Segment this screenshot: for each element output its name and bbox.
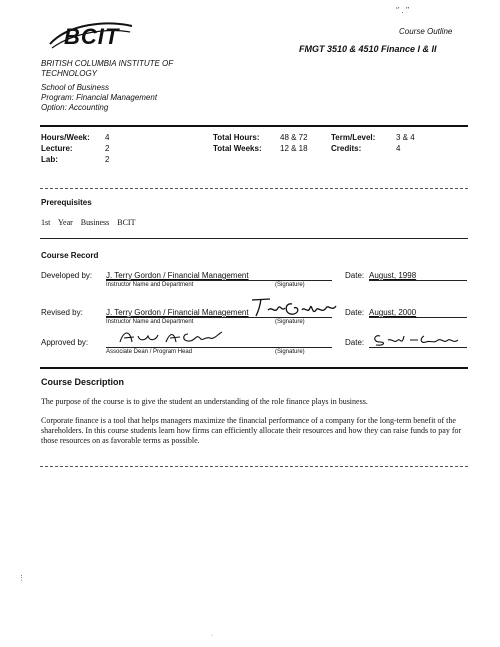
program-name: Program: Financial Management bbox=[41, 93, 158, 102]
revised-date-line bbox=[369, 317, 467, 318]
approved-date-label: Date: bbox=[345, 338, 365, 347]
prerequisites-value: 1st Year Business BCIT bbox=[41, 218, 136, 227]
term-level-value: 3 & 4 bbox=[396, 133, 415, 142]
developed-by-name: J. Terry Gordon / Financial Management bbox=[106, 271, 249, 280]
developed-by-line bbox=[106, 280, 332, 281]
developed-date-value: August, 1998 bbox=[369, 271, 417, 280]
developed-by-caption: Instructor Name and Department bbox=[106, 282, 194, 288]
divider-record bbox=[40, 367, 468, 369]
option-name: Option: Accounting bbox=[41, 103, 109, 112]
lab-value: 2 bbox=[105, 155, 110, 164]
total-hours-value: 48 & 72 bbox=[280, 133, 308, 142]
approved-by-signature-caption: (Signature) bbox=[275, 349, 305, 355]
total-weeks-label: Total Weeks: bbox=[213, 144, 262, 153]
divider-info bbox=[40, 188, 468, 189]
description-paragraph-2: Corporate finance is a tool that helps managers maximize the financial performance of a company for the long-term benefit of the shareholders. In this course students learn how firms can efficiently allocate their resources and how they can raise funds to pay for those resources on as favorable terms as possible. bbox=[41, 416, 462, 445]
approved-signature bbox=[110, 326, 230, 348]
school-name: School of Business bbox=[41, 83, 110, 92]
institution-name-line2: TECHNOLOGY bbox=[41, 69, 98, 78]
approved-date-line bbox=[369, 347, 467, 348]
developed-by-signature-caption: (Signature) bbox=[275, 282, 305, 288]
description-paragraph-1: The purpose of the course is to give the student an understanding of the role finance plays in business. bbox=[41, 397, 368, 406]
divider-bottom bbox=[40, 466, 468, 467]
revised-by-name: J. Terry Gordon / Financial Management bbox=[106, 308, 249, 317]
course-code: FMGT 3510 & 4510 Finance I & II bbox=[299, 44, 437, 54]
divider-prereq bbox=[40, 238, 468, 239]
scan-mark-bottom: · bbox=[211, 632, 214, 639]
bcit-logo bbox=[48, 18, 134, 52]
revised-by-signature-caption: (Signature) bbox=[275, 319, 305, 325]
approved-by-label: Approved by: bbox=[41, 338, 89, 347]
revised-signature-scribble-icon bbox=[248, 296, 340, 320]
prerequisites-heading: Prerequisites bbox=[41, 198, 92, 207]
developed-date-label: Date: bbox=[345, 271, 365, 280]
credits-label: Credits: bbox=[331, 144, 362, 153]
credits-value: 4 bbox=[396, 144, 401, 153]
approved-date-handwritten bbox=[370, 330, 462, 348]
hours-week-value: 4 bbox=[105, 133, 110, 142]
revised-signature bbox=[248, 296, 340, 320]
divider-top bbox=[40, 125, 468, 127]
doc-type: Course Outline bbox=[399, 27, 453, 36]
lecture-value: 2 bbox=[105, 144, 110, 153]
logo-text: BCIT bbox=[64, 24, 120, 49]
institution-name-line1: BRITISH COLUMBIA INSTITUTE OF bbox=[41, 59, 174, 68]
revised-by-caption: Instructor Name and Department bbox=[106, 319, 194, 325]
approved-by-caption: Associate Dean / Program Head bbox=[106, 349, 193, 355]
developed-date-line bbox=[369, 280, 467, 281]
approved-date-scribble-icon bbox=[370, 330, 462, 348]
course-description-heading: Course Description bbox=[41, 377, 125, 387]
approved-signature-scribble-icon bbox=[110, 326, 230, 348]
term-level-label: Term/Level: bbox=[331, 133, 376, 142]
total-hours-label: Total Hours: bbox=[213, 133, 260, 142]
developed-by-label: Developed by: bbox=[41, 271, 93, 280]
revised-date-value: August, 2000 bbox=[369, 308, 417, 317]
hours-week-label: Hours/Week: bbox=[41, 133, 90, 142]
course-record-heading: Course Record bbox=[41, 251, 99, 260]
top-right-mark: ‘’ . ’’ bbox=[396, 6, 410, 15]
revised-by-label: Revised by: bbox=[41, 308, 83, 317]
total-weeks-value: 12 & 18 bbox=[280, 144, 308, 153]
lecture-label: Lecture: bbox=[41, 144, 73, 153]
approved-by-line bbox=[106, 347, 332, 348]
revised-date-label: Date: bbox=[345, 308, 365, 317]
scan-mark-left: ⋮ bbox=[18, 575, 25, 582]
lab-label: Lab: bbox=[41, 155, 58, 164]
